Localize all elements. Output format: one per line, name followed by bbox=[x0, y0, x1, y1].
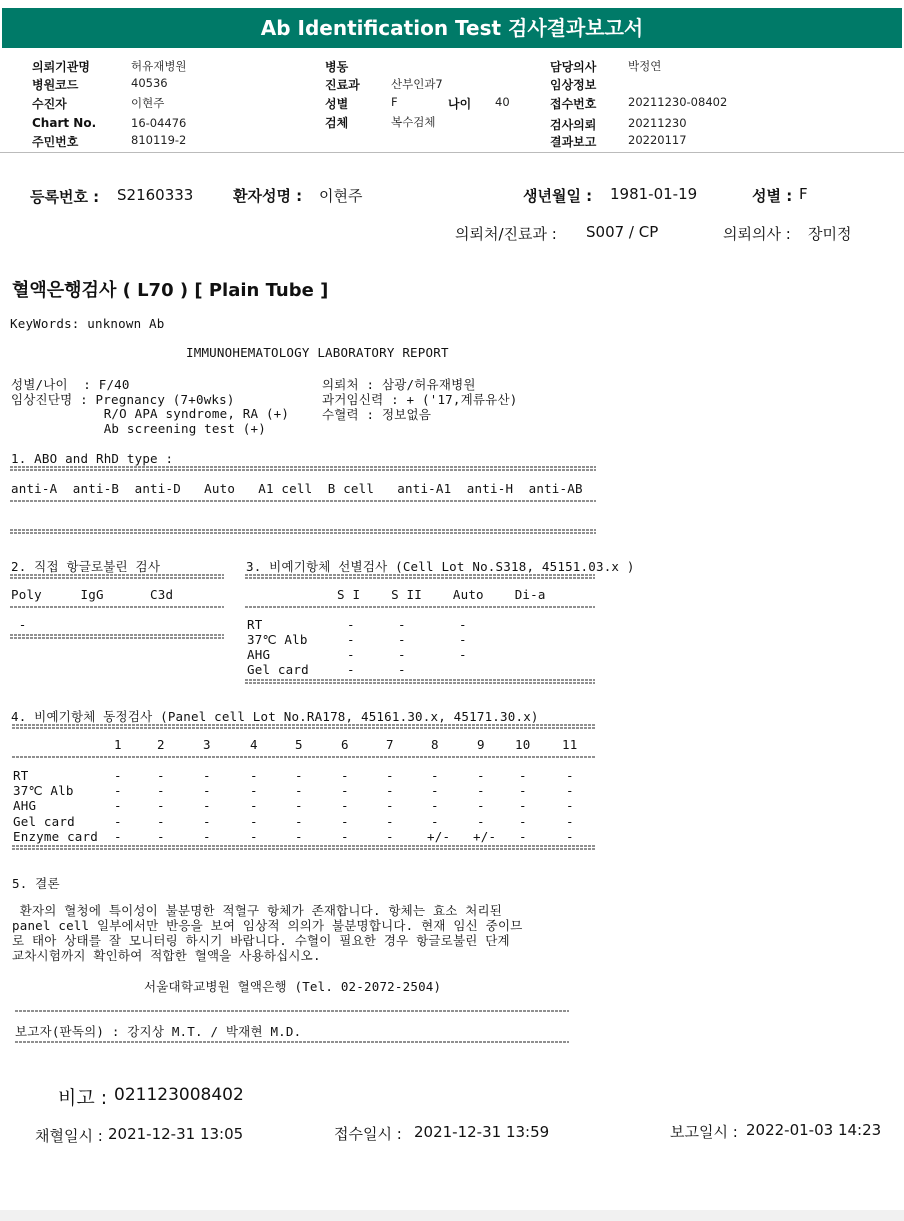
panel-cell: - bbox=[477, 814, 485, 829]
header-label-physician: 담당의사 bbox=[550, 60, 597, 74]
panel-cell: - bbox=[566, 783, 574, 798]
panel-cell: - bbox=[157, 814, 165, 829]
double-rule bbox=[10, 634, 226, 640]
single-rule bbox=[10, 500, 598, 503]
screening-row-label: RT bbox=[247, 617, 263, 632]
conclusion-line: 교차시험까지 확인하여 적합한 혈액을 사용하십시오. bbox=[12, 948, 321, 963]
screening-headers: S I S II Auto Di-a bbox=[337, 587, 546, 602]
screening-cell: - bbox=[459, 647, 467, 662]
panel-cell: - bbox=[477, 798, 485, 813]
single-rule bbox=[15, 1041, 571, 1044]
info-left-line-2: 임상진단명 : Pregnancy (7+0wks) bbox=[11, 392, 235, 407]
patient-name-label: 환자성명 : bbox=[233, 187, 303, 205]
panel-cell: - bbox=[477, 783, 485, 798]
header-value-specimen: 복수검체 bbox=[391, 115, 436, 129]
screening-row-label: 37℃ Alb bbox=[247, 632, 308, 647]
screening-cell: - bbox=[398, 617, 406, 632]
panel-row-label: 37℃ Alb bbox=[13, 783, 74, 798]
panel-cell: - bbox=[386, 814, 394, 829]
info-left-line-4: Ab screening test (+) bbox=[11, 421, 266, 436]
patient-dob-label: 생년월일 : bbox=[523, 187, 593, 205]
test-section-title: 혈액은행검사 ( L70 ) [ Plain Tube ] bbox=[12, 280, 329, 301]
report-value: 2022-01-03 14:23 bbox=[746, 1121, 882, 1139]
panel-cell: - bbox=[341, 814, 349, 829]
panel-cell: - bbox=[114, 768, 122, 783]
header-value-hospital-code: 40536 bbox=[131, 76, 168, 90]
header-value-department: 산부인과7 bbox=[391, 77, 443, 91]
panel-cell: - bbox=[250, 783, 258, 798]
panel-cell: - bbox=[114, 783, 122, 798]
panel-cell: - bbox=[203, 829, 211, 844]
header-label-clinical-info: 임상정보 bbox=[550, 78, 597, 92]
double-rule bbox=[10, 574, 226, 580]
header-label-hospital-code: 병원코드 bbox=[32, 78, 79, 92]
panel-cell: - bbox=[157, 829, 165, 844]
header-label-age: 나이 bbox=[448, 97, 472, 111]
header-value-receipt-no: 20211230-08402 bbox=[628, 95, 728, 109]
panel-cell: - bbox=[157, 798, 165, 813]
screening-cell: - bbox=[398, 647, 406, 662]
header-value-request-date: 20211230 bbox=[628, 116, 687, 130]
screening-cell: - bbox=[459, 632, 467, 647]
double-rule bbox=[245, 574, 597, 580]
patient-reg-value: S2160333 bbox=[117, 186, 194, 204]
panel-cell: - bbox=[566, 814, 574, 829]
screening-cell: - bbox=[347, 662, 355, 677]
panel-column-header: 10 bbox=[515, 737, 531, 752]
header-label-institution: 의뢰기관명 bbox=[32, 60, 90, 74]
panel-cell: - bbox=[431, 783, 439, 798]
report-heading: IMMUNOHEMATOLOGY LABORATORY REPORT bbox=[186, 345, 449, 360]
info-right-line-2: 과거임신력 : + ('17,계류유산) bbox=[322, 392, 518, 407]
header-label-department: 진료과 bbox=[325, 78, 360, 92]
abo-section-title: 1. ABO and RhD type : bbox=[11, 451, 174, 466]
panel-cell: - bbox=[250, 829, 258, 844]
patient-sex-label: 성별 : bbox=[752, 187, 793, 205]
header-label-receipt-no: 접수번호 bbox=[550, 97, 597, 111]
panel-cell: - bbox=[157, 768, 165, 783]
header-label-patient: 수진자 bbox=[32, 97, 67, 111]
page-bottom-strip bbox=[0, 1210, 904, 1221]
double-rule bbox=[245, 679, 597, 685]
panel-cell: - bbox=[519, 798, 527, 813]
header-label-specimen: 검체 bbox=[325, 116, 349, 130]
receipt-label: 접수일시 : bbox=[334, 1125, 402, 1143]
double-rule bbox=[10, 466, 598, 472]
double-rule bbox=[12, 845, 598, 851]
collect-label: 채혈일시 : bbox=[35, 1127, 103, 1145]
patient-name-value: 이현주 bbox=[319, 187, 363, 205]
panel-column-header: 6 bbox=[341, 737, 349, 752]
info-left-line-3: R/O APA syndrome, RA (+) bbox=[11, 406, 290, 421]
header-value-report-date: 20220117 bbox=[628, 133, 687, 147]
patient-sex-value: F bbox=[799, 185, 808, 203]
patient-doctor-label: 의뢰의사 : bbox=[723, 225, 791, 243]
reporter-line: 보고자(판독의) : 강지상 M.T. / 박재현 M.D. bbox=[15, 1024, 302, 1039]
panel-cell: - bbox=[386, 798, 394, 813]
panel-cell: - bbox=[341, 783, 349, 798]
panel-cell: - bbox=[341, 798, 349, 813]
panel-cell: - bbox=[431, 768, 439, 783]
screening-cell: - bbox=[398, 632, 406, 647]
panel-column-header: 2 bbox=[157, 737, 165, 752]
panel-cell: - bbox=[566, 798, 574, 813]
panel-cell: - bbox=[250, 798, 258, 813]
panel-cell: - bbox=[519, 783, 527, 798]
header-label-report-date: 결과보고 bbox=[550, 135, 597, 149]
panel-cell: - bbox=[519, 768, 527, 783]
conclusion-line: 환자의 혈청에 특이성이 불분명한 적혈구 항체가 존재합니다. 항체는 효소 처리된 bbox=[12, 903, 503, 918]
screening-cell: - bbox=[347, 632, 355, 647]
collect-value: 2021-12-31 13:05 bbox=[108, 1125, 244, 1143]
panel-row-label: Gel card bbox=[13, 814, 75, 829]
conclusion-section-title: 5. 결론 bbox=[12, 876, 60, 891]
single-rule bbox=[12, 756, 598, 759]
screening-cell: - bbox=[398, 662, 406, 677]
header-value-patient: 이현주 bbox=[131, 96, 165, 110]
header-value-institution: 허유재병원 bbox=[131, 59, 187, 73]
panel-cell: +/- bbox=[473, 829, 497, 844]
patient-dept-value: S007 / CP bbox=[586, 223, 659, 241]
abo-headers: anti-A anti-B anti-D Auto A1 cell B cell anti-A1 anti-H anti-AB bbox=[11, 481, 583, 496]
panel-cell: - bbox=[203, 783, 211, 798]
panel-cell: - bbox=[295, 768, 303, 783]
dat-poly-value: - bbox=[11, 617, 27, 632]
panel-column-header: 4 bbox=[250, 737, 258, 752]
panel-column-header: 8 bbox=[431, 737, 439, 752]
panel-cell: - bbox=[386, 783, 394, 798]
identification-section-title: 4. 비예기항체 동정검사 (Panel cell Lot No.RA178, 45161.30.x, 45171.30.x) bbox=[11, 709, 539, 724]
report-banner bbox=[0, 0, 904, 58]
panel-column-header: 11 bbox=[562, 737, 578, 752]
info-right-line-3: 수혈력 : 정보없음 bbox=[322, 407, 432, 422]
panel-cell: - bbox=[566, 829, 574, 844]
blood-bank-contact: 서울대학교병원 혈액은행 (Tel. 02-2072-2504) bbox=[144, 979, 442, 994]
panel-cell: - bbox=[295, 829, 303, 844]
panel-cell: - bbox=[519, 829, 527, 844]
header-value-resident-no: 810119-2 bbox=[131, 133, 187, 147]
receipt-value: 2021-12-31 13:59 bbox=[414, 1123, 550, 1141]
panel-cell: - bbox=[203, 814, 211, 829]
report-keywords: KeyWords: unknown Ab bbox=[10, 316, 165, 331]
panel-cell: - bbox=[295, 798, 303, 813]
header-divider bbox=[0, 152, 904, 153]
panel-cell: +/- bbox=[427, 829, 451, 844]
panel-cell: - bbox=[250, 814, 258, 829]
panel-cell: - bbox=[431, 814, 439, 829]
screening-cell: - bbox=[347, 617, 355, 632]
panel-cell: - bbox=[114, 829, 122, 844]
panel-cell: - bbox=[386, 768, 394, 783]
panel-cell: - bbox=[386, 829, 394, 844]
note-label: 비고 : bbox=[58, 1087, 108, 1109]
single-rule bbox=[15, 1010, 571, 1013]
dat-headers: Poly IgG C3d bbox=[11, 587, 174, 602]
screening-section-title: 3. 비예기항체 선별검사 (Cell Lot No.S318, 45151.03.x ) bbox=[246, 559, 635, 574]
panel-row-label: Enzyme card bbox=[13, 829, 98, 844]
panel-cell: - bbox=[203, 768, 211, 783]
screening-cell: - bbox=[459, 617, 467, 632]
panel-cell: - bbox=[203, 798, 211, 813]
header-label-request-date: 검사의뢰 bbox=[550, 118, 597, 132]
panel-cell: - bbox=[431, 798, 439, 813]
panel-column-header: 5 bbox=[295, 737, 303, 752]
patient-dept-label: 의뢰처/진료과 : bbox=[455, 225, 557, 243]
info-right-line-1: 의뢰처 : 삼광/허유재병원 bbox=[322, 377, 476, 392]
panel-column-header: 1 bbox=[114, 737, 122, 752]
report-label: 보고일시 : bbox=[670, 1123, 738, 1141]
panel-cell: - bbox=[295, 814, 303, 829]
patient-doctor-value: 장미정 bbox=[808, 225, 852, 243]
note-value: 021123008402 bbox=[114, 1085, 244, 1105]
panel-row-label: RT bbox=[13, 768, 29, 783]
header-label-chart-no: Chart No. bbox=[32, 116, 97, 130]
single-rule bbox=[245, 606, 597, 609]
panel-cell: - bbox=[114, 814, 122, 829]
double-rule bbox=[10, 529, 598, 535]
patient-dob-value: 1981-01-19 bbox=[610, 185, 698, 203]
patient-reg-label: 등록번호 : bbox=[30, 188, 100, 206]
header-label-resident-no: 주민번호 bbox=[32, 135, 79, 149]
screening-row-label: AHG bbox=[247, 647, 271, 662]
panel-cell: - bbox=[295, 783, 303, 798]
conclusion-line: panel cell 일부에서만 반응을 보여 임상적 의의가 불분명합니다. 현재 임신 중이므 bbox=[12, 918, 523, 933]
panel-column-header: 9 bbox=[477, 737, 485, 752]
screening-row-label: Gel card bbox=[247, 662, 309, 677]
conclusion-line: 로 태아 상태를 잘 모니터링 하시기 바랍니다. 수혈이 필요한 경우 항글로불린 단계 bbox=[12, 933, 510, 948]
panel-cell: - bbox=[250, 768, 258, 783]
panel-cell: - bbox=[566, 768, 574, 783]
panel-column-header: 7 bbox=[386, 737, 394, 752]
panel-cell: - bbox=[519, 814, 527, 829]
panel-row-label: AHG bbox=[13, 798, 37, 813]
header-label-ward: 병동 bbox=[325, 60, 349, 74]
panel-cell: - bbox=[341, 768, 349, 783]
panel-column-header: 3 bbox=[203, 737, 211, 752]
report-title: Ab Identification Test 검사결과보고서 bbox=[260, 16, 644, 40]
panel-cell: - bbox=[157, 783, 165, 798]
double-rule bbox=[12, 724, 598, 730]
header-label-sex: 성별 bbox=[325, 97, 349, 111]
info-left-line-1: 성별/나이 : F/40 bbox=[11, 377, 130, 392]
header-value-sex: F bbox=[391, 95, 398, 109]
dat-section-title: 2. 직접 항글로불린 검사 bbox=[11, 559, 161, 574]
single-rule bbox=[10, 606, 226, 609]
panel-cell: - bbox=[477, 768, 485, 783]
header-value-age: 40 bbox=[495, 95, 510, 109]
header-value-physician: 박정연 bbox=[628, 59, 662, 73]
panel-cell: - bbox=[114, 798, 122, 813]
panel-cell: - bbox=[341, 829, 349, 844]
header-value-chart-no: 16-04476 bbox=[131, 116, 187, 130]
screening-cell: - bbox=[347, 647, 355, 662]
